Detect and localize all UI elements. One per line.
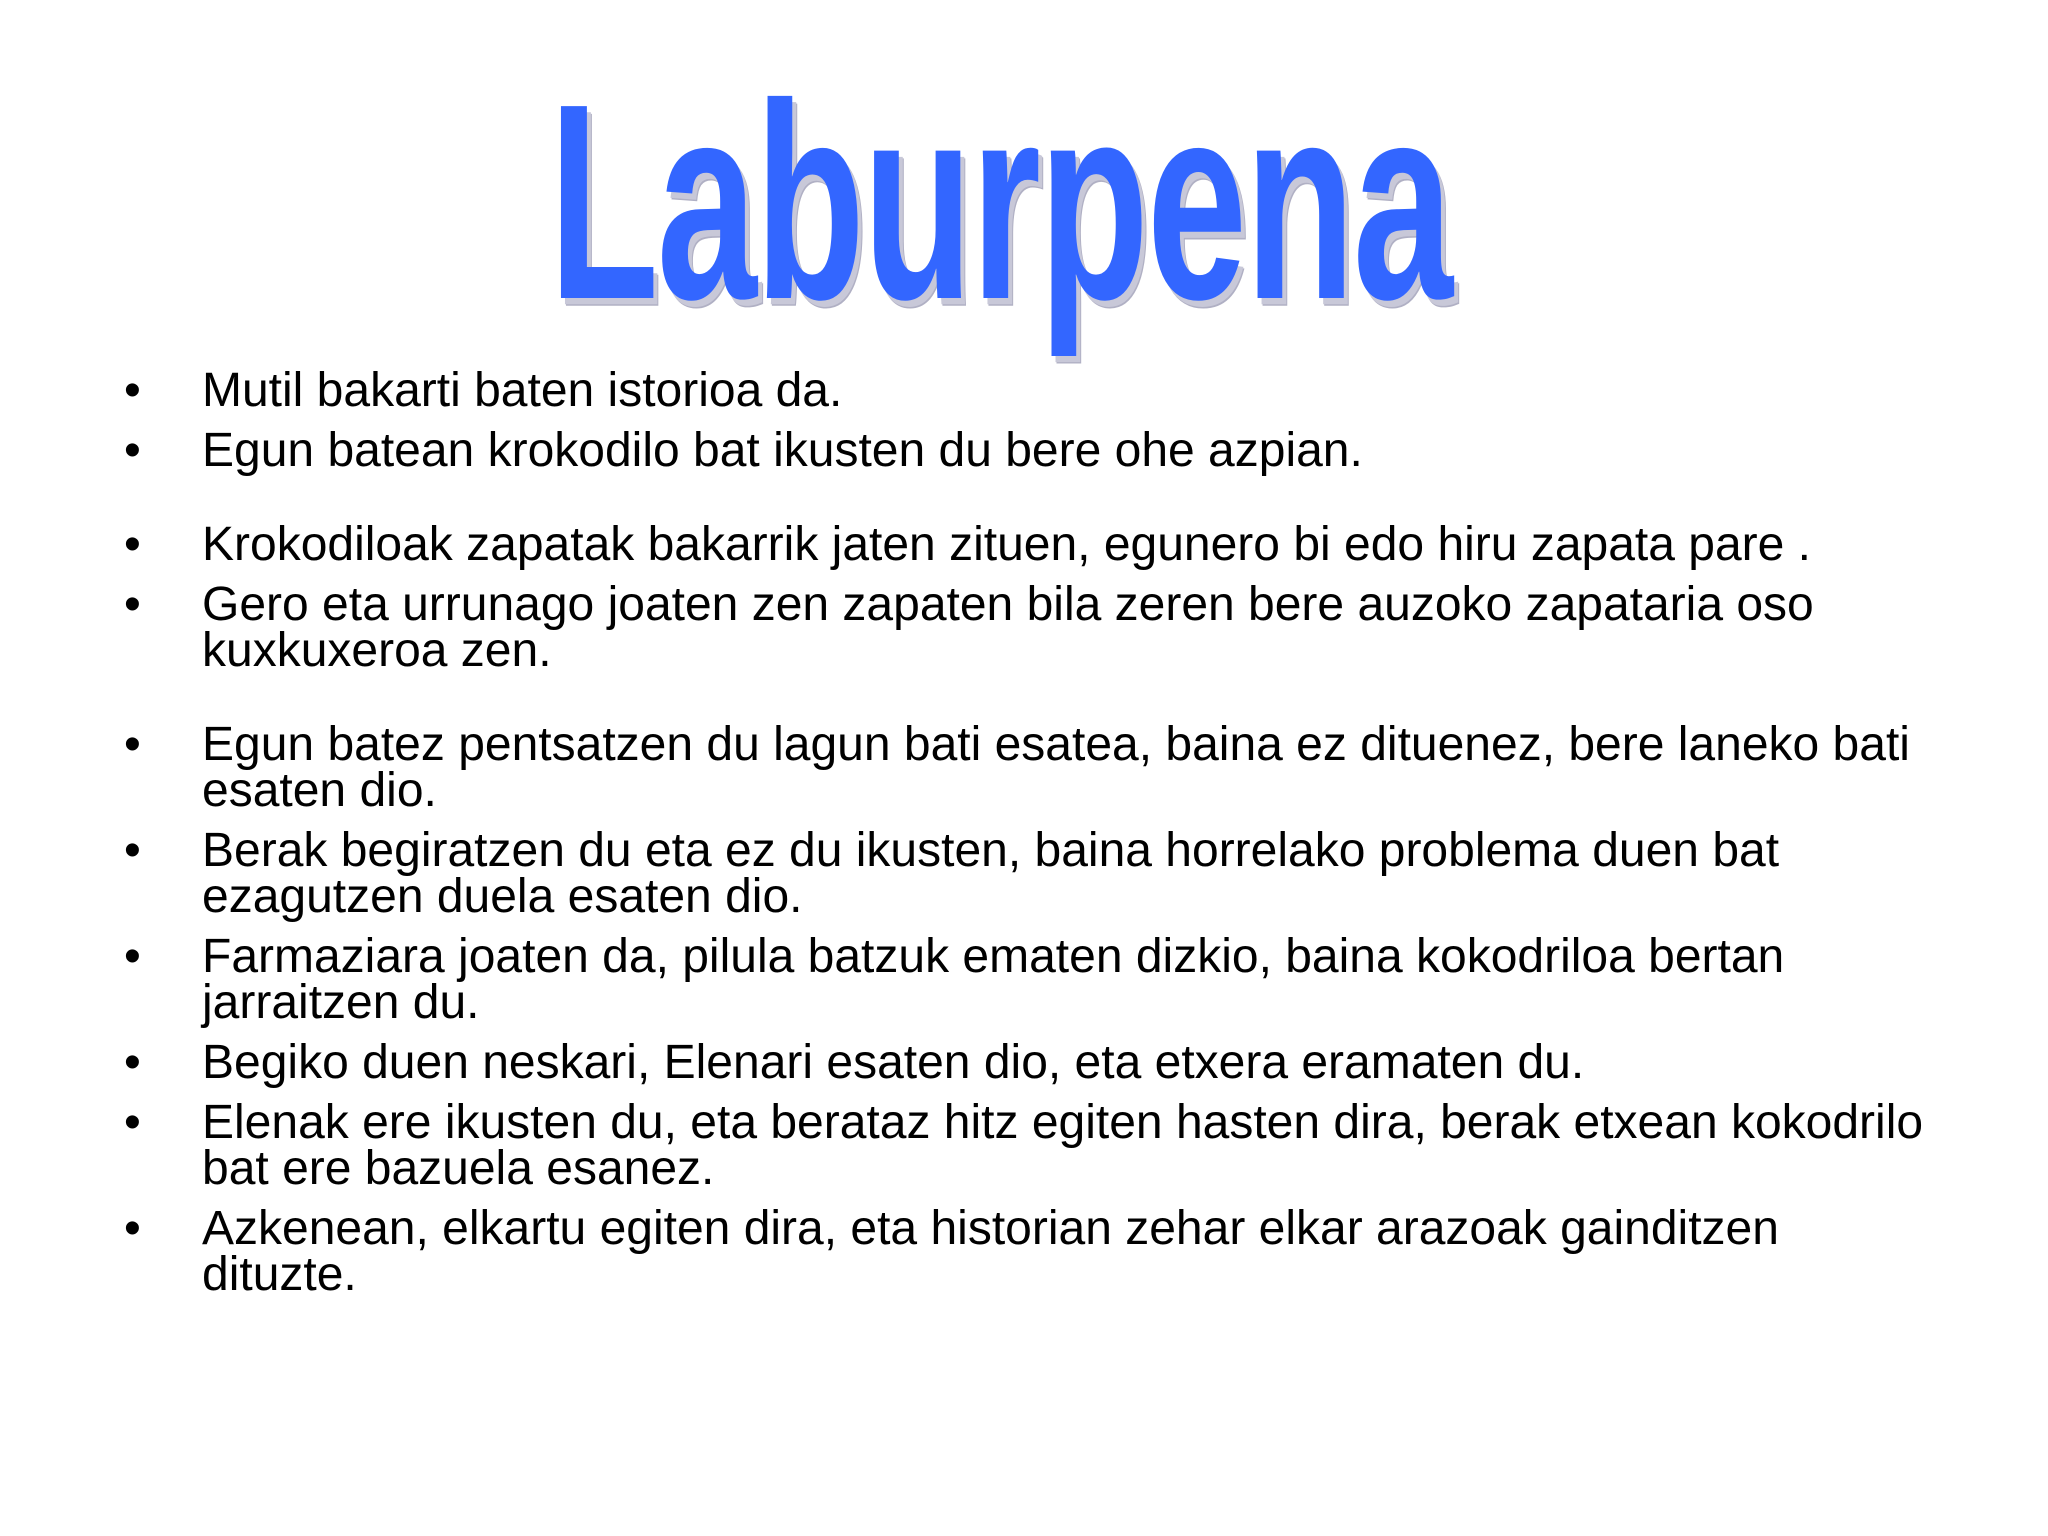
bullet-dot: • bbox=[124, 718, 141, 771]
bullet-dot: • bbox=[124, 824, 141, 877]
bullet-dot: • bbox=[124, 364, 141, 417]
bullet-dot: • bbox=[124, 518, 141, 571]
bullet-item bbox=[120, 824, 1960, 923]
bullet-item bbox=[120, 930, 1960, 1029]
slide-title: Laburpena bbox=[548, 46, 1452, 359]
bullet-item bbox=[120, 718, 1960, 817]
bullet-text: Egun batez pentsatzen du lagun bati esatea, baina ez dituenez, bere laneko bati esaten dio. bbox=[202, 718, 1910, 817]
bullet-text: Berak begiratzen du eta ez du ikusten, baina horrelako problema duen bat ezagutzen duela esaten dio. bbox=[202, 824, 1780, 923]
bullet-dot: • bbox=[124, 930, 141, 983]
bullet-text: Azkenean, elkartu egiten dira, eta historian zehar elkar arazoak gainditzen dituzte. bbox=[202, 1202, 1779, 1301]
bullet-text: Gero eta urrunago joaten zen zapaten bila zeren bere auzoko zapataria oso kuxkuxeroa zen. bbox=[202, 578, 1814, 677]
bullet-text: Elenak ere ikusten du, eta berataz hitz egiten hasten dira, berak etxean kokodrilo bat ere bazuela esanez. bbox=[202, 1096, 1924, 1195]
bullet-dot: • bbox=[124, 1202, 141, 1255]
bullet-item bbox=[120, 518, 1960, 571]
bullet-dot: • bbox=[124, 424, 141, 477]
bullet-item bbox=[120, 424, 1960, 477]
bullet-item bbox=[120, 1096, 1960, 1195]
bullet-list bbox=[120, 364, 1960, 1312]
bullet-dot: • bbox=[124, 578, 141, 631]
bullet-dot: • bbox=[124, 1096, 141, 1149]
bullet-text: Krokodiloak zapatak bakarrik jaten zituen, egunero bi edo hiru zapata pare . bbox=[202, 518, 1812, 571]
bullet-item bbox=[120, 1036, 1960, 1089]
bullet-text: Farmaziara joaten da, pilula batzuk ematen dizkio, baina kokodriloa bertan jarraitzen du. bbox=[202, 930, 1785, 1029]
bullet-dot: • bbox=[124, 1036, 141, 1089]
bullet-item bbox=[120, 1202, 1960, 1301]
title-container bbox=[520, 46, 1480, 364]
bullet-item bbox=[120, 364, 1960, 417]
bullet-text: Egun batean krokodilo bat ikusten du bere ohe azpian. bbox=[202, 424, 1363, 477]
bullet-text: Mutil bakarti baten istorioa da. bbox=[202, 364, 843, 417]
bullet-item bbox=[120, 578, 1960, 677]
bullet-text: Begiko duen neskari, Elenari esaten dio, eta etxera eramaten du. bbox=[202, 1036, 1585, 1089]
